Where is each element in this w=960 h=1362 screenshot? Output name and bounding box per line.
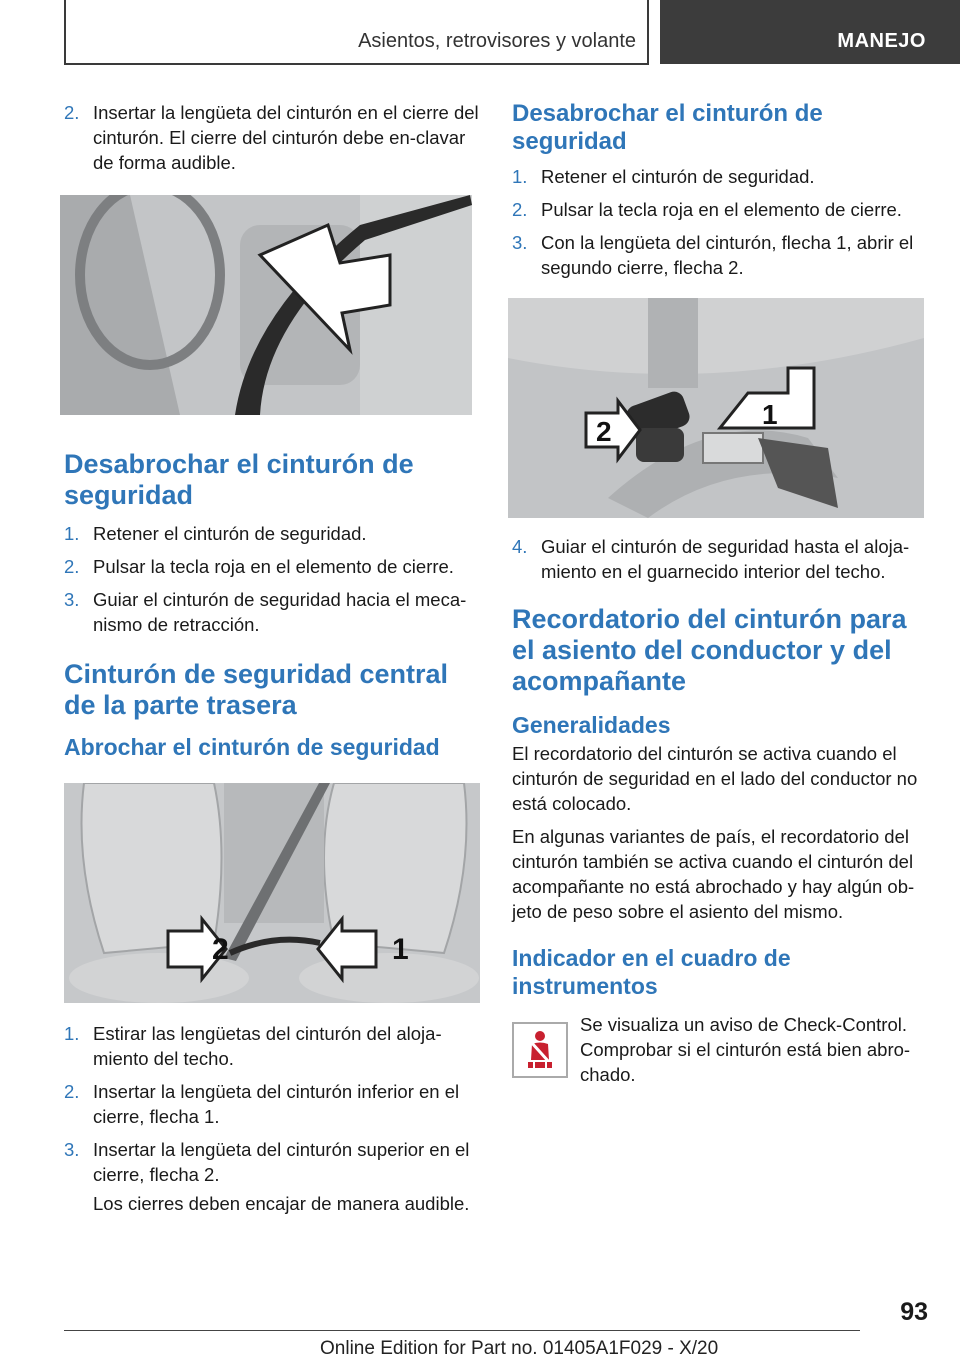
list-item bbox=[64, 1137, 480, 1187]
indicator-text: Se visualiza un aviso de Check-Control. Comprobar si el cinturón está bien abro-chado. bbox=[580, 1014, 911, 1085]
seatbelt-warning-icon bbox=[512, 1022, 568, 1078]
subsection-title-general: Generalidades bbox=[512, 712, 671, 738]
figure-label-1: 1 bbox=[392, 933, 409, 966]
section-title-reminder: Recordatorio del cinturón para el asiento del conductor y del acompañante bbox=[512, 604, 907, 696]
page-number: 93 bbox=[900, 1298, 928, 1326]
figure-rear-center-belt-drawing bbox=[64, 783, 480, 1003]
list-text: Estirar las lengüetas del cinturón del aloja-miento del techo. bbox=[93, 1023, 442, 1069]
section-title-unbuckle-rear: Desabrochar el cinturón de seguridad bbox=[512, 100, 823, 155]
subsection-title-buckle: Abrochar el cinturón de seguridad bbox=[64, 734, 440, 760]
list-text: Pulsar la tecla roja en el elemento de cierre. bbox=[93, 556, 454, 577]
list-text: Retener el cinturón de seguridad. bbox=[541, 166, 815, 187]
header-section-title: Asientos, retrovisores y volante bbox=[358, 30, 636, 52]
list-number: 4. bbox=[512, 536, 528, 557]
list-text: Insertar la lengüeta del cinturón superior en el cierre, flecha 2. bbox=[93, 1139, 470, 1185]
seatbelt-warning-icon-drawing bbox=[518, 1028, 562, 1072]
figure-buckle-release bbox=[508, 298, 924, 518]
figure-rear-center-belt bbox=[64, 783, 480, 1003]
footer-rule bbox=[64, 1330, 860, 1331]
list-number: 2. bbox=[64, 102, 80, 123]
list-text: Pulsar la tecla roja en el elemento de cierre. bbox=[541, 199, 902, 220]
list-text: Insertar la lengüeta del cinturón inferior en el cierre, flecha 1. bbox=[93, 1081, 460, 1127]
list-item bbox=[64, 1021, 480, 1071]
list-item bbox=[64, 521, 480, 546]
indicator-row bbox=[512, 1010, 932, 1095]
list-number: 3. bbox=[64, 1139, 80, 1160]
list-item bbox=[512, 164, 932, 189]
header-rule-bottom bbox=[64, 63, 649, 65]
list-number: 1. bbox=[512, 166, 528, 187]
list-number: 1. bbox=[64, 1023, 80, 1044]
section-title-rear-belt: Cinturón de seguridad central de la parte trasera bbox=[64, 659, 449, 720]
subsection-title-indicator: Indicador en el cuadro de instrumentos bbox=[512, 945, 791, 999]
general-paragraph-2: En algunas variantes de país, el recordatorio del cinturón también se activa cuando el cinturón del acompañante no está abrochado y hay algún ob-jeto de peso sobre el asiento del mismo. bbox=[512, 826, 915, 922]
list-number: 2. bbox=[64, 556, 80, 577]
list-number: 3. bbox=[64, 589, 80, 610]
list-number: 3. bbox=[512, 232, 528, 253]
rear-note: Los cierres deben encajar de manera audible. bbox=[93, 1193, 470, 1214]
figure-label-1: 1 bbox=[762, 399, 778, 430]
figure-label-2: 2 bbox=[212, 933, 229, 966]
header-rule-right bbox=[647, 0, 649, 64]
figure-buckle-release-drawing bbox=[508, 298, 924, 518]
list-text: Guiar el cinturón de seguridad hasta el aloja-miento en el guarnecido interior del techo. bbox=[541, 536, 910, 582]
list-number: 2. bbox=[512, 199, 528, 220]
figure-front-seat-belt-drawing bbox=[60, 195, 472, 415]
right-column bbox=[512, 100, 932, 1095]
list-item bbox=[512, 197, 932, 222]
list-item bbox=[64, 587, 480, 637]
list-text: Insertar la lengüeta del cinturón en el cierre del cinturón. El cierre del cinturón debe en-clavar de forma audible. bbox=[93, 102, 479, 173]
footer-edition: Online Edition for Part no. 01405A1F029 - X/20 bbox=[320, 1338, 719, 1359]
list-item bbox=[64, 100, 480, 175]
list-text: Con la lengüeta del cinturón, flecha 1, abrir el segundo cierre, flecha 2. bbox=[541, 232, 914, 278]
list-item bbox=[512, 534, 932, 584]
header-chapter-label: MANEJO bbox=[837, 30, 926, 52]
figure-front-seat-belt bbox=[60, 195, 472, 415]
general-paragraph-1: El recordatorio del cinturón se activa cuando el cinturón de seguridad en el lado del conductor no está colocado. bbox=[512, 743, 918, 814]
list-text: Retener el cinturón de seguridad. bbox=[93, 523, 367, 544]
header-rule-left bbox=[64, 0, 66, 64]
list-item bbox=[64, 554, 480, 579]
list-number: 2. bbox=[64, 1081, 80, 1102]
figure-label-2: 2 bbox=[596, 416, 612, 447]
list-number: 1. bbox=[64, 523, 80, 544]
list-item bbox=[64, 1079, 480, 1129]
list-item bbox=[512, 230, 932, 280]
header-chapter-tab bbox=[660, 0, 960, 64]
list-text: Guiar el cinturón de seguridad hacia el meca-nismo de retracción. bbox=[93, 589, 467, 635]
left-column bbox=[64, 100, 480, 1224]
section-title-unbuckle: Desabrochar el cinturón de seguridad bbox=[64, 449, 414, 510]
